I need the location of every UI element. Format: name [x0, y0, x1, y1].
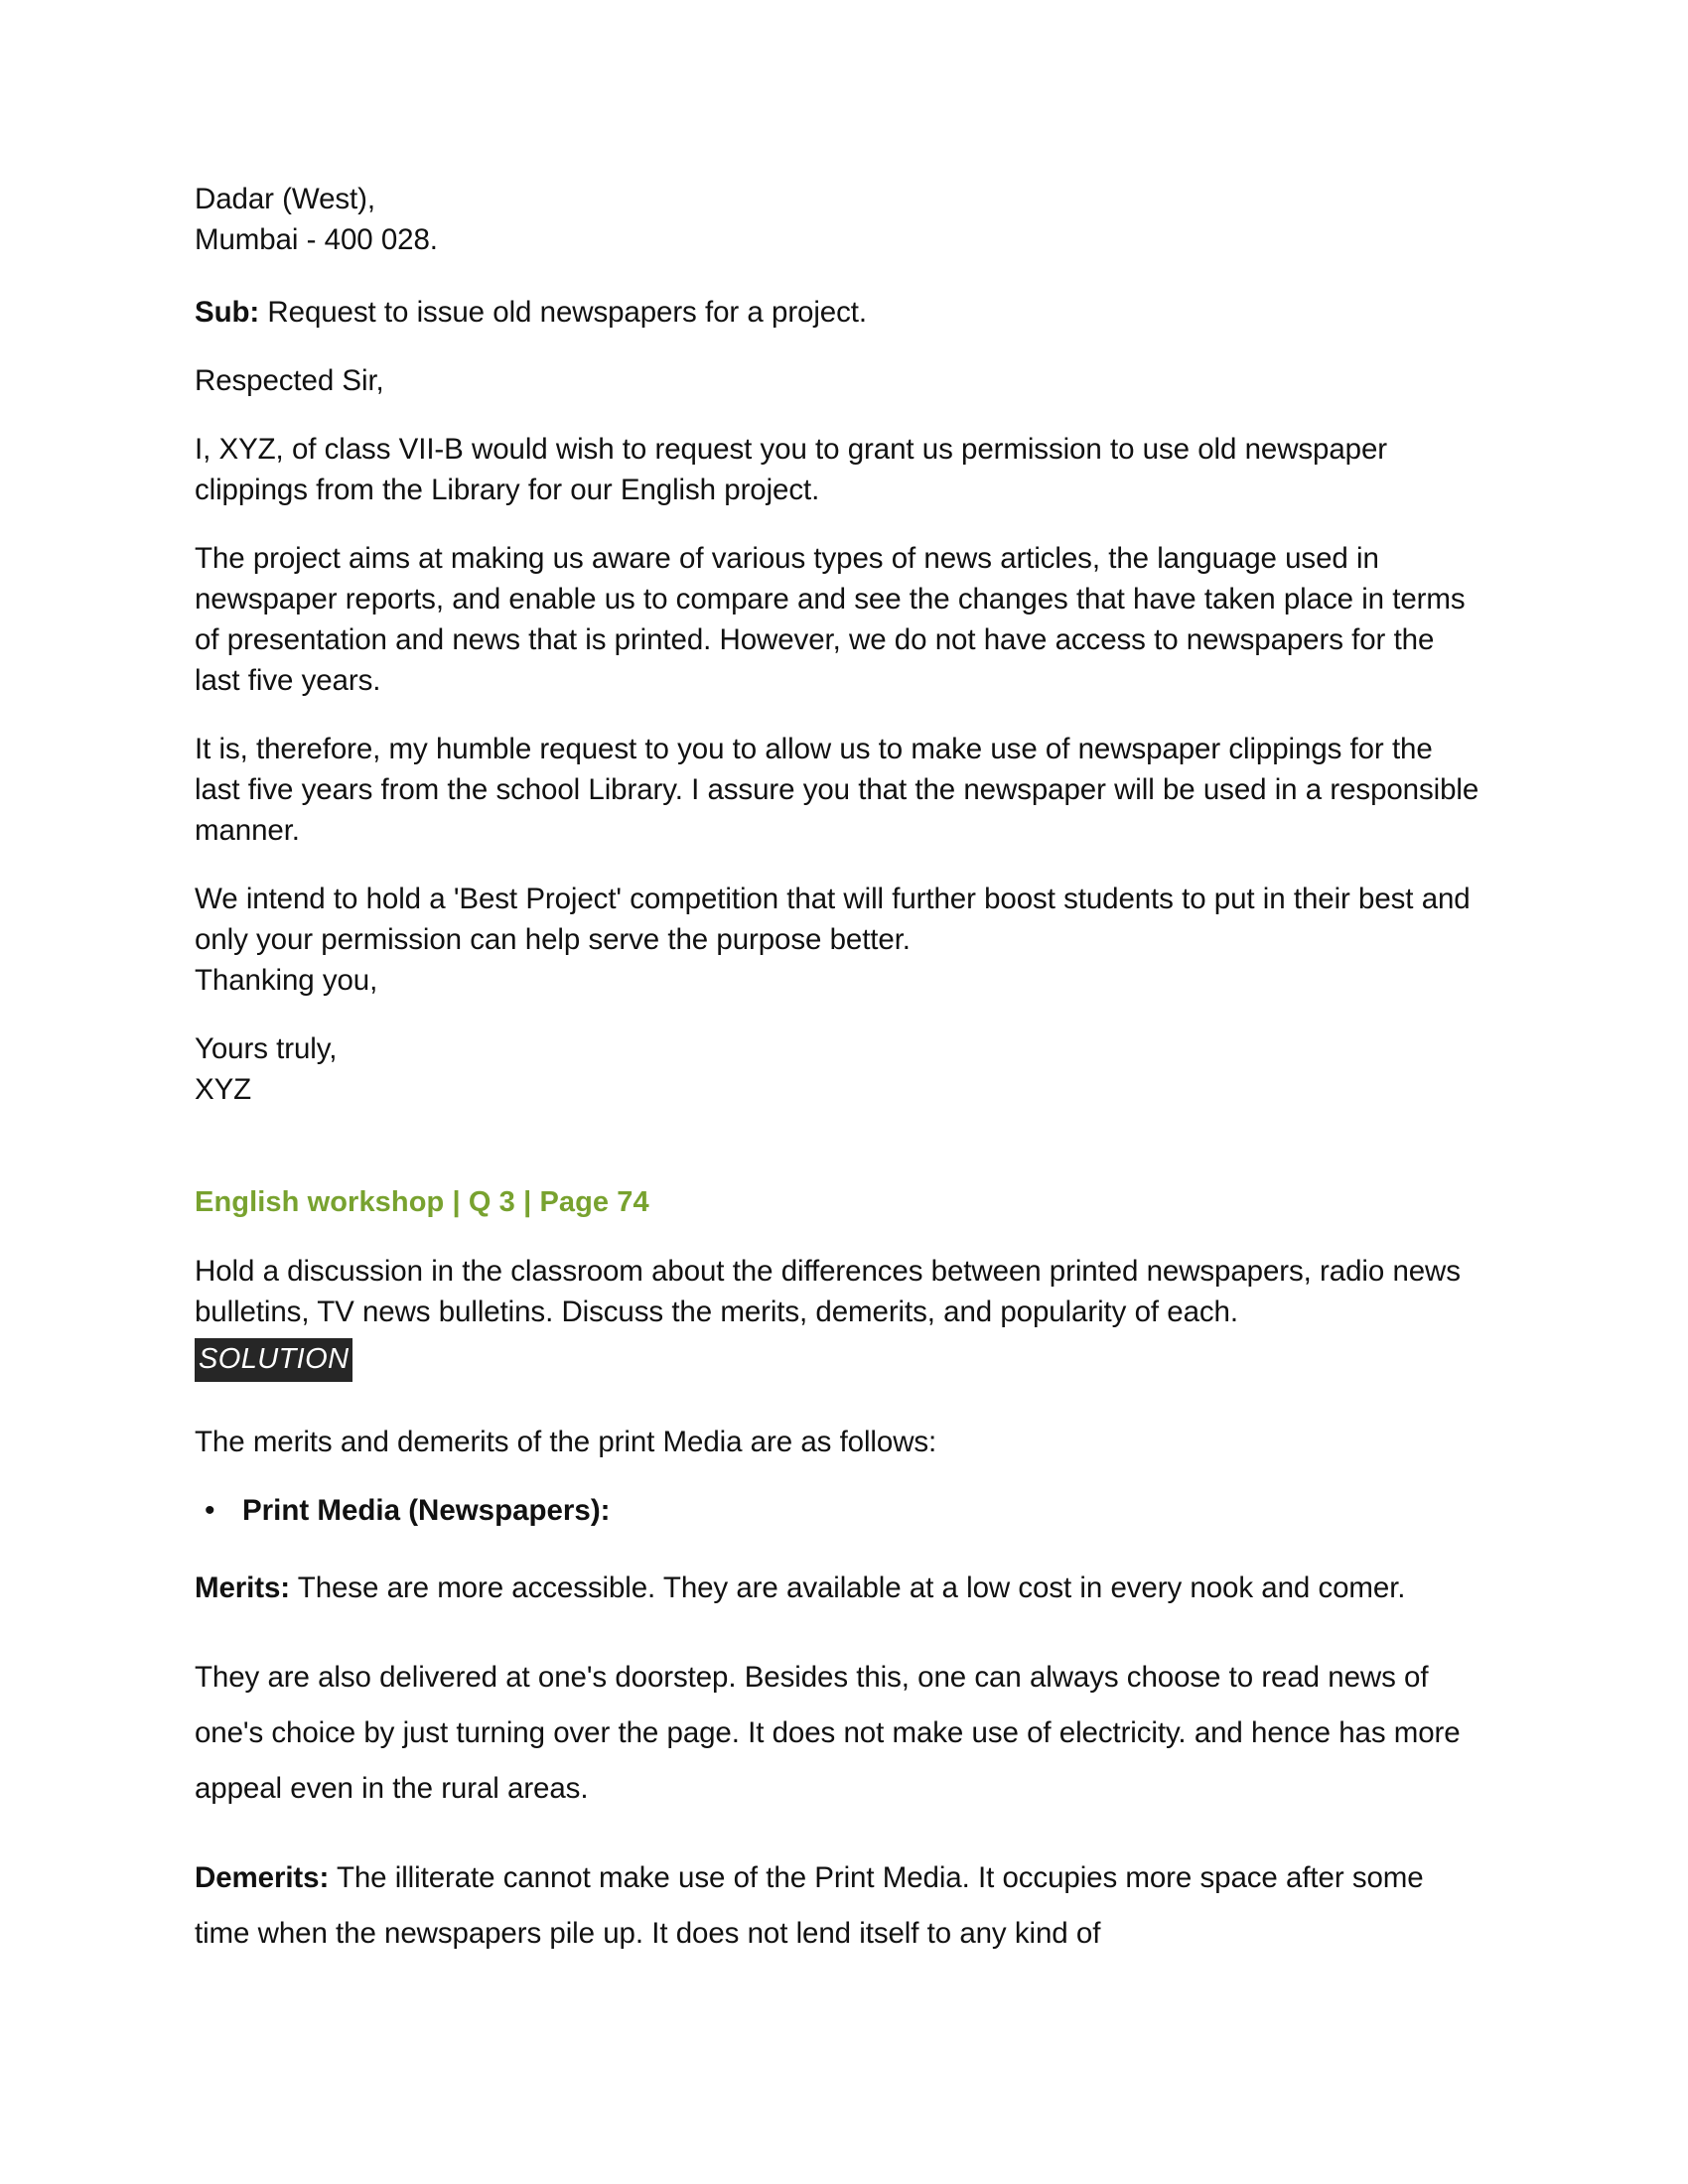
- letter-paragraph-2: The project aims at making us aware of various types of news articles, the language used in newspaper reports, and enable us to compare and see the changes that have taken place in terms of presentation and news that is printed. However, we do not have access to newspapers for the last five years.: [195, 542, 1466, 697]
- merits-paragraph: [195, 1561, 1485, 1616]
- demerits-text: The illiterate cannot make use of the Print Media. It occupies more space after some time when the newspapers pile up. It does not lend itself to any kind of: [195, 1861, 1424, 1950]
- address-line-1: Dadar (West),: [195, 183, 375, 215]
- letter-paragraph-4: We intend to hold a 'Best Project' competition that will further boost students to put in their best and only your permission can help serve the purpose better.: [195, 883, 1471, 956]
- letter-address: [195, 179, 1485, 260]
- solution-badge: SOLUTION: [195, 1338, 352, 1382]
- letter-paragraph-1: I, XYZ, of class VII-B would wish to request you to grant us permission to use old newspaper clippings from the Library for our English project.: [195, 433, 1388, 506]
- subject-label: Sub:: [195, 296, 260, 329]
- letter-subject: [195, 292, 1485, 333]
- section-heading: English workshop | Q 3 | Page 74: [195, 1186, 649, 1218]
- solution-chip-wrapper: [195, 1338, 1485, 1382]
- address-line-2: Mumbai - 400 028.: [195, 223, 438, 256]
- bullet-heading: Print Media (Newspapers):: [242, 1494, 611, 1527]
- question-text: Hold a discussion in the classroom about the differences between printed newspapers, radio news bulletins, TV news bulletins. Discuss the merits, demerits, and popularity of each.: [195, 1255, 1461, 1328]
- demerits-paragraph: [195, 1850, 1485, 1962]
- bullet-marker-icon: •: [205, 1494, 215, 1527]
- letter-signature-name: XYZ: [195, 1073, 252, 1106]
- letter-thanking: Thanking you,: [195, 964, 378, 997]
- merits-paragraph-2: They are also delivered at one's doorstep. Besides this, one can always choose to read news of one's choice by just turning over the page. It does not make use of electricity. and hence has more appeal even in the rural areas.: [195, 1661, 1461, 1805]
- letter-signature-block: [195, 1028, 1485, 1110]
- letter-signoff: Yours truly,: [195, 1032, 338, 1065]
- letter-salutation: Respected Sir,: [195, 364, 384, 397]
- section-divider-space: [195, 1138, 1485, 1183]
- answer-intro: The merits and demerits of the print Media are as follows:: [195, 1426, 937, 1458]
- demerits-label: Demerits:: [195, 1861, 330, 1894]
- list-item: [195, 1490, 1485, 1531]
- subject-text: Request to issue old newspapers for a project.: [259, 296, 867, 329]
- merits-label: Merits:: [195, 1571, 291, 1604]
- letter-paragraph-3: It is, therefore, my humble request to you to allow us to make use of newspaper clippings for the last five years from the school Library. I assure you that the newspaper will be used in a responsible manner.: [195, 733, 1479, 847]
- merits-text: These are more accessible. They are available at a low cost in every nook and comer.: [290, 1571, 1406, 1604]
- document-content: [195, 179, 1485, 1995]
